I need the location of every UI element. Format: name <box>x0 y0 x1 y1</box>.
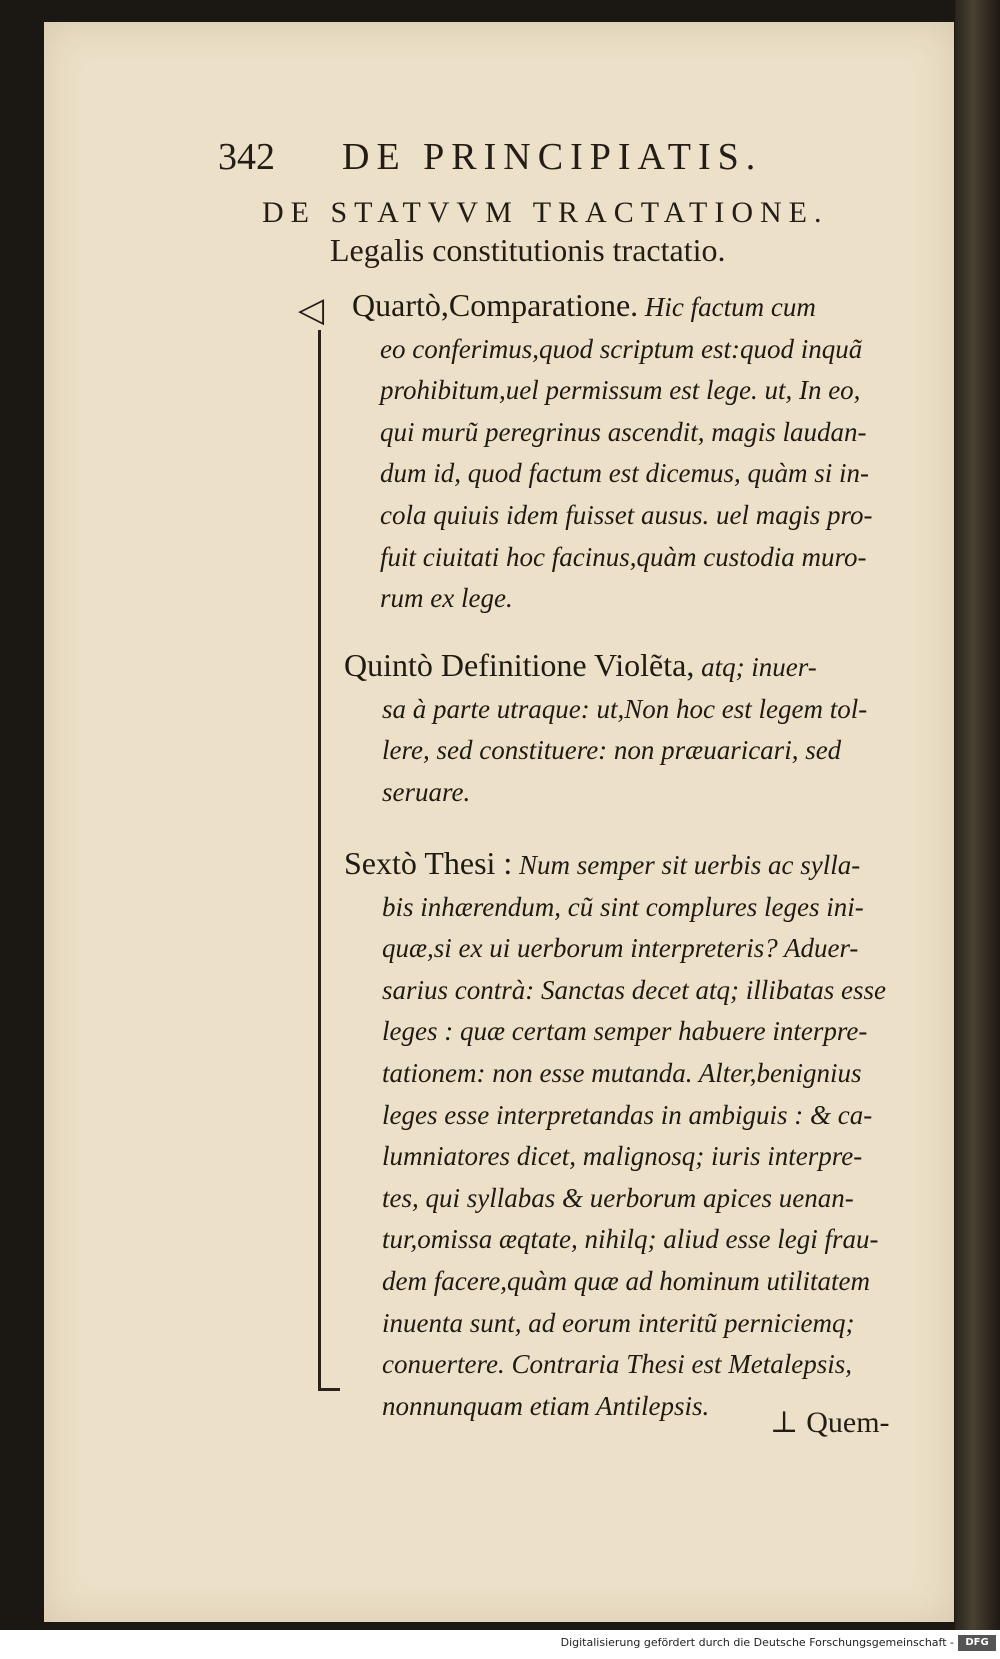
text-line: leges esse interpretandas in ambiguis : & ca- <box>382 1099 873 1130</box>
text-line: eo conferimus,quod scriptum est:quod inquã <box>380 333 863 364</box>
text-line: tes, qui syllabas & uerborum apices uenan- <box>382 1182 854 1213</box>
page-number: 342 <box>218 136 275 178</box>
section-title: Legalis constitutionis tractatio. <box>330 232 726 268</box>
text-line: cola quiuis idem fuisset ausus. uel magis pro- <box>380 499 873 530</box>
catchword <box>770 1405 890 1440</box>
text-line: dum id, quod factum est dicemus, quàm si in- <box>380 458 869 489</box>
paragraph-first-line: Quartò,Comparatione. Hic factum cum <box>352 287 816 323</box>
paragraph-first-line: Sextò Thesi : Num semper sit uerbis ac sylla- <box>344 845 861 881</box>
text-line: lere, sed constituere: non præuaricari, sed <box>382 735 842 766</box>
text-line: leges : quæ certam semper habuere interpre- <box>382 1016 868 1047</box>
page-header <box>218 135 838 185</box>
text-line: seruare. <box>382 776 471 807</box>
text-line: qui murũ peregrinus ascendit, magis laudan- <box>380 416 867 447</box>
text-line: fuit ciuitati hoc facinus,quàm custodia muro- <box>380 541 867 572</box>
paragraph-sexto <box>344 843 924 1427</box>
digitization-credit: Digitalisierung gefördert durch die Deutsche Forschungsgemeinschaft - <box>560 1636 954 1649</box>
text-line: dem facere,quàm quæ ad hominum utilitatem <box>382 1265 870 1296</box>
text-line: bis inhærendum, cũ sint complures leges ini- <box>382 891 864 922</box>
text-line: inuenta sunt, ad eorum interitũ perniciemq; <box>382 1307 855 1338</box>
text-line: sarius contrà: Sanctas decet atq; illibatas esse <box>382 974 886 1005</box>
marginal-pointer-mark: ◁ <box>298 292 325 329</box>
paragraph-lead: Quintò Definitione Violẽta, <box>344 647 695 683</box>
text-line: rum ex lege. <box>380 583 513 614</box>
text-line: tationem: non esse mutanda. Alter,benignius <box>382 1057 862 1088</box>
text-line: conuertere. Contraria Thesi est Metalepsis, <box>382 1349 852 1380</box>
dfg-logo: DFG <box>958 1635 996 1651</box>
text-line: quæ,si ex ui uerborum interpreteris? Aduer- <box>382 933 859 964</box>
text-line: nonnunquam etiam Antilepsis. <box>382 1390 710 1421</box>
text-line: prohibitum,uel permissum est lege. ut, In eo, <box>380 375 861 406</box>
chapter-subhead: DE STATVVM TRACTATIONE. <box>262 196 829 229</box>
running-title: DE PRINCIPIATIS. <box>342 136 763 178</box>
marginal-rule <box>318 330 321 1390</box>
marginal-rule-foot <box>318 1388 340 1391</box>
text-line: sa à parte utraque: ut,Non hoc est legem tol- <box>382 693 868 724</box>
paragraph-lead: Sextò Thesi : <box>344 845 513 881</box>
paragraph-quarto <box>352 285 932 620</box>
text-line: lumniatores dicet, malignosq; iuris interpre- <box>382 1141 863 1172</box>
text-line: tur,omissa æqtate, nihilq; aliud esse legi frau- <box>382 1224 879 1255</box>
paragraph-lead: Quartò,Comparatione. <box>352 287 639 323</box>
paragraph-first-line: Quintò Definitione Violẽta, atq; inuer- <box>344 647 817 683</box>
book-edge <box>955 0 1000 1630</box>
paragraph-quinto <box>344 645 924 813</box>
footer-bar <box>0 1630 1000 1659</box>
paragraph-mark-icon: ⊥ <box>770 1406 799 1439</box>
catchword-text: Quem- <box>806 1406 890 1439</box>
